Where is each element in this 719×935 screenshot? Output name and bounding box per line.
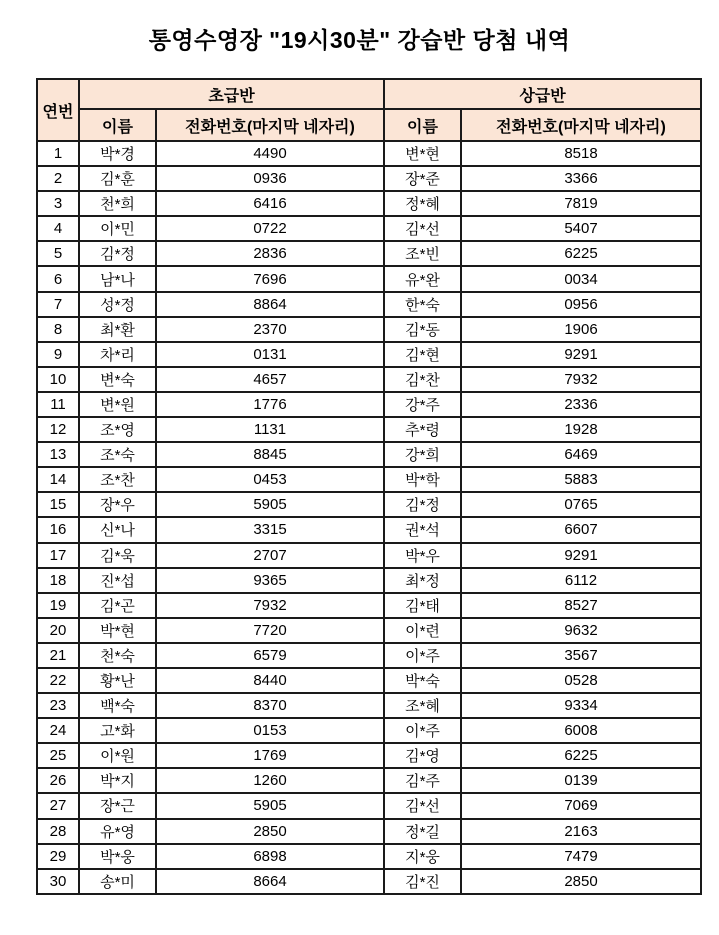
beginner-name-header-cell: 이름 [79, 109, 156, 141]
table-row [37, 442, 701, 467]
beginner-phone-cell: 0722 [156, 216, 384, 241]
beginner-class-header-cell: 초급반 [79, 79, 384, 109]
beginner-name-cell: 김*욱 [79, 543, 156, 568]
serial-cell: 25 [37, 743, 79, 768]
serial-cell: 18 [37, 568, 79, 593]
serial-cell: 15 [37, 492, 79, 517]
advanced-phone-header-cell: 전화번호(마지막 네자리) [461, 109, 701, 141]
beginner-phone-cell: 0453 [156, 467, 384, 492]
beginner-name-cell: 변*숙 [79, 367, 156, 392]
serial-cell: 21 [37, 643, 79, 668]
beginner-phone-cell: 1260 [156, 768, 384, 793]
page-title: 통영수영장 "19시30분" 강습반 당첨 내역 [148, 27, 571, 53]
beginner-name-cell: 송*미 [79, 869, 156, 894]
beginner-phone-cell: 2707 [156, 543, 384, 568]
advanced-name-cell: 김*영 [384, 743, 461, 768]
beginner-name-cell: 신*나 [79, 517, 156, 542]
advanced-name-cell: 변*현 [384, 141, 461, 166]
advanced-class-header-cell: 상급반 [384, 79, 701, 109]
advanced-name-cell: 정*길 [384, 819, 461, 844]
advanced-phone-cell: 6469 [461, 442, 701, 467]
serial-cell: 9 [37, 342, 79, 367]
beginner-phone-cell: 1769 [156, 743, 384, 768]
serial-cell: 13 [37, 442, 79, 467]
advanced-phone-cell: 3366 [461, 166, 701, 191]
beginner-phone-cell: 0936 [156, 166, 384, 191]
advanced-name-cell: 이*주 [384, 718, 461, 743]
beginner-phone-cell: 0131 [156, 342, 384, 367]
table-row [37, 869, 701, 894]
beginner-name-cell: 진*섭 [79, 568, 156, 593]
serial-cell: 22 [37, 668, 79, 693]
beginner-name-cell: 천*희 [79, 191, 156, 216]
table-header [37, 79, 701, 141]
table-row [37, 367, 701, 392]
beginner-name-cell: 조*찬 [79, 467, 156, 492]
advanced-phone-cell: 3567 [461, 643, 701, 668]
advanced-name-cell: 김*선 [384, 216, 461, 241]
advanced-name-cell: 권*석 [384, 517, 461, 542]
serial-cell: 6 [37, 266, 79, 291]
table-row [37, 241, 701, 266]
beginner-name-cell: 백*숙 [79, 693, 156, 718]
table-row [37, 342, 701, 367]
beginner-name-cell: 박*지 [79, 768, 156, 793]
advanced-name-cell: 강*희 [384, 442, 461, 467]
advanced-name-cell: 장*준 [384, 166, 461, 191]
advanced-name-cell: 김*주 [384, 768, 461, 793]
advanced-phone-cell: 8518 [461, 141, 701, 166]
beginner-name-cell: 장*근 [79, 793, 156, 818]
beginner-phone-cell: 6579 [156, 643, 384, 668]
beginner-phone-cell: 3315 [156, 517, 384, 542]
table-row [37, 492, 701, 517]
serial-cell: 12 [37, 417, 79, 442]
advanced-name-cell: 조*혜 [384, 693, 461, 718]
serial-cell: 14 [37, 467, 79, 492]
beginner-phone-cell: 8440 [156, 668, 384, 693]
beginner-name-cell: 차*리 [79, 342, 156, 367]
table-row [37, 793, 701, 818]
serial-cell: 26 [37, 768, 79, 793]
serial-cell: 7 [37, 292, 79, 317]
serial-cell: 17 [37, 543, 79, 568]
winners-table [36, 78, 702, 895]
advanced-phone-cell: 7069 [461, 793, 701, 818]
beginner-phone-cell: 2370 [156, 317, 384, 342]
serial-cell: 30 [37, 869, 79, 894]
advanced-phone-cell: 6225 [461, 743, 701, 768]
advanced-phone-cell: 0139 [461, 768, 701, 793]
advanced-name-cell: 김*찬 [384, 367, 461, 392]
advanced-name-cell: 박*학 [384, 467, 461, 492]
beginner-name-cell: 남*나 [79, 266, 156, 291]
advanced-phone-cell: 0956 [461, 292, 701, 317]
table-row [37, 593, 701, 618]
table-row [37, 768, 701, 793]
table-row [37, 517, 701, 542]
serial-cell: 2 [37, 166, 79, 191]
advanced-phone-cell: 7479 [461, 844, 701, 869]
beginner-name-cell: 성*정 [79, 292, 156, 317]
table-row [37, 718, 701, 743]
advanced-name-cell: 최*정 [384, 568, 461, 593]
beginner-phone-cell: 6416 [156, 191, 384, 216]
table-row [37, 417, 701, 442]
advanced-phone-cell: 2336 [461, 392, 701, 417]
beginner-name-cell: 이*민 [79, 216, 156, 241]
table-row [37, 668, 701, 693]
advanced-name-cell: 지*웅 [384, 844, 461, 869]
beginner-phone-cell: 8370 [156, 693, 384, 718]
beginner-name-cell: 박*웅 [79, 844, 156, 869]
advanced-phone-cell: 7819 [461, 191, 701, 216]
serial-cell: 19 [37, 593, 79, 618]
advanced-phone-cell: 6225 [461, 241, 701, 266]
advanced-phone-cell: 0765 [461, 492, 701, 517]
serial-header-cell: 연번 [37, 79, 79, 141]
advanced-phone-cell: 6607 [461, 517, 701, 542]
table-row [37, 693, 701, 718]
table-row [37, 819, 701, 844]
table-row [37, 191, 701, 216]
advanced-phone-cell: 2163 [461, 819, 701, 844]
advanced-phone-cell: 9291 [461, 543, 701, 568]
advanced-phone-cell: 2850 [461, 869, 701, 894]
advanced-phone-cell: 9334 [461, 693, 701, 718]
beginner-name-cell: 조*영 [79, 417, 156, 442]
beginner-name-cell: 김*곤 [79, 593, 156, 618]
advanced-name-cell: 김*선 [384, 793, 461, 818]
advanced-phone-cell: 8527 [461, 593, 701, 618]
table-row [37, 317, 701, 342]
advanced-name-cell: 이*련 [384, 618, 461, 643]
beginner-phone-cell: 8664 [156, 869, 384, 894]
table-row [37, 543, 701, 568]
advanced-phone-cell: 0034 [461, 266, 701, 291]
beginner-phone-header-cell: 전화번호(마지막 네자리) [156, 109, 384, 141]
table-row [37, 618, 701, 643]
beginner-name-cell: 이*원 [79, 743, 156, 768]
beginner-name-cell: 천*숙 [79, 643, 156, 668]
serial-cell: 8 [37, 317, 79, 342]
beginner-phone-cell: 0153 [156, 718, 384, 743]
table-row [37, 266, 701, 291]
serial-cell: 1 [37, 141, 79, 166]
table-body [37, 141, 701, 894]
beginner-name-cell: 최*환 [79, 317, 156, 342]
serial-cell: 20 [37, 618, 79, 643]
beginner-phone-cell: 5905 [156, 793, 384, 818]
beginner-name-cell: 김*훈 [79, 166, 156, 191]
advanced-phone-cell: 5407 [461, 216, 701, 241]
advanced-phone-cell: 1906 [461, 317, 701, 342]
advanced-phone-cell: 7932 [461, 367, 701, 392]
advanced-name-cell: 정*혜 [384, 191, 461, 216]
advanced-name-cell: 박*우 [384, 543, 461, 568]
advanced-phone-cell: 9632 [461, 618, 701, 643]
beginner-name-cell: 박*현 [79, 618, 156, 643]
advanced-name-cell: 이*주 [384, 643, 461, 668]
table-row [37, 166, 701, 191]
table-row [37, 392, 701, 417]
serial-cell: 27 [37, 793, 79, 818]
table-row [37, 216, 701, 241]
serial-cell: 28 [37, 819, 79, 844]
advanced-phone-cell: 0528 [461, 668, 701, 693]
advanced-phone-cell: 6008 [461, 718, 701, 743]
table-row [37, 743, 701, 768]
beginner-phone-cell: 7932 [156, 593, 384, 618]
advanced-name-cell: 강*주 [384, 392, 461, 417]
serial-cell: 4 [37, 216, 79, 241]
serial-cell: 16 [37, 517, 79, 542]
advanced-name-cell: 김*정 [384, 492, 461, 517]
advanced-name-cell: 김*동 [384, 317, 461, 342]
serial-cell: 11 [37, 392, 79, 417]
advanced-name-header-cell: 이름 [384, 109, 461, 141]
advanced-name-cell: 유*완 [384, 266, 461, 291]
beginner-phone-cell: 7720 [156, 618, 384, 643]
beginner-name-cell: 변*원 [79, 392, 156, 417]
table-row [37, 568, 701, 593]
beginner-name-cell: 김*정 [79, 241, 156, 266]
advanced-name-cell: 김*현 [384, 342, 461, 367]
advanced-name-cell: 김*태 [384, 593, 461, 618]
advanced-phone-cell: 5883 [461, 467, 701, 492]
beginner-name-cell: 장*우 [79, 492, 156, 517]
advanced-name-cell: 박*숙 [384, 668, 461, 693]
table-row [37, 467, 701, 492]
advanced-name-cell: 조*빈 [384, 241, 461, 266]
serial-cell: 24 [37, 718, 79, 743]
beginner-phone-cell: 2850 [156, 819, 384, 844]
beginner-phone-cell: 1776 [156, 392, 384, 417]
beginner-name-cell: 황*난 [79, 668, 156, 693]
table-row [37, 643, 701, 668]
serial-cell: 10 [37, 367, 79, 392]
beginner-phone-cell: 1131 [156, 417, 384, 442]
beginner-phone-cell: 4657 [156, 367, 384, 392]
beginner-name-cell: 조*숙 [79, 442, 156, 467]
advanced-phone-cell: 1928 [461, 417, 701, 442]
beginner-phone-cell: 5905 [156, 492, 384, 517]
beginner-phone-cell: 8845 [156, 442, 384, 467]
beginner-phone-cell: 9365 [156, 568, 384, 593]
table-row [37, 844, 701, 869]
table-row [37, 141, 701, 166]
advanced-name-cell: 추*령 [384, 417, 461, 442]
beginner-phone-cell: 2836 [156, 241, 384, 266]
beginner-name-cell: 유*영 [79, 819, 156, 844]
advanced-name-cell: 김*진 [384, 869, 461, 894]
beginner-phone-cell: 6898 [156, 844, 384, 869]
beginner-phone-cell: 4490 [156, 141, 384, 166]
beginner-phone-cell: 7696 [156, 266, 384, 291]
serial-cell: 3 [37, 191, 79, 216]
beginner-name-cell: 박*경 [79, 141, 156, 166]
table-row [37, 292, 701, 317]
serial-cell: 29 [37, 844, 79, 869]
serial-cell: 23 [37, 693, 79, 718]
beginner-name-cell: 고*화 [79, 718, 156, 743]
advanced-name-cell: 한*숙 [384, 292, 461, 317]
advanced-phone-cell: 6112 [461, 568, 701, 593]
serial-cell: 5 [37, 241, 79, 266]
beginner-phone-cell: 8864 [156, 292, 384, 317]
advanced-phone-cell: 9291 [461, 342, 701, 367]
